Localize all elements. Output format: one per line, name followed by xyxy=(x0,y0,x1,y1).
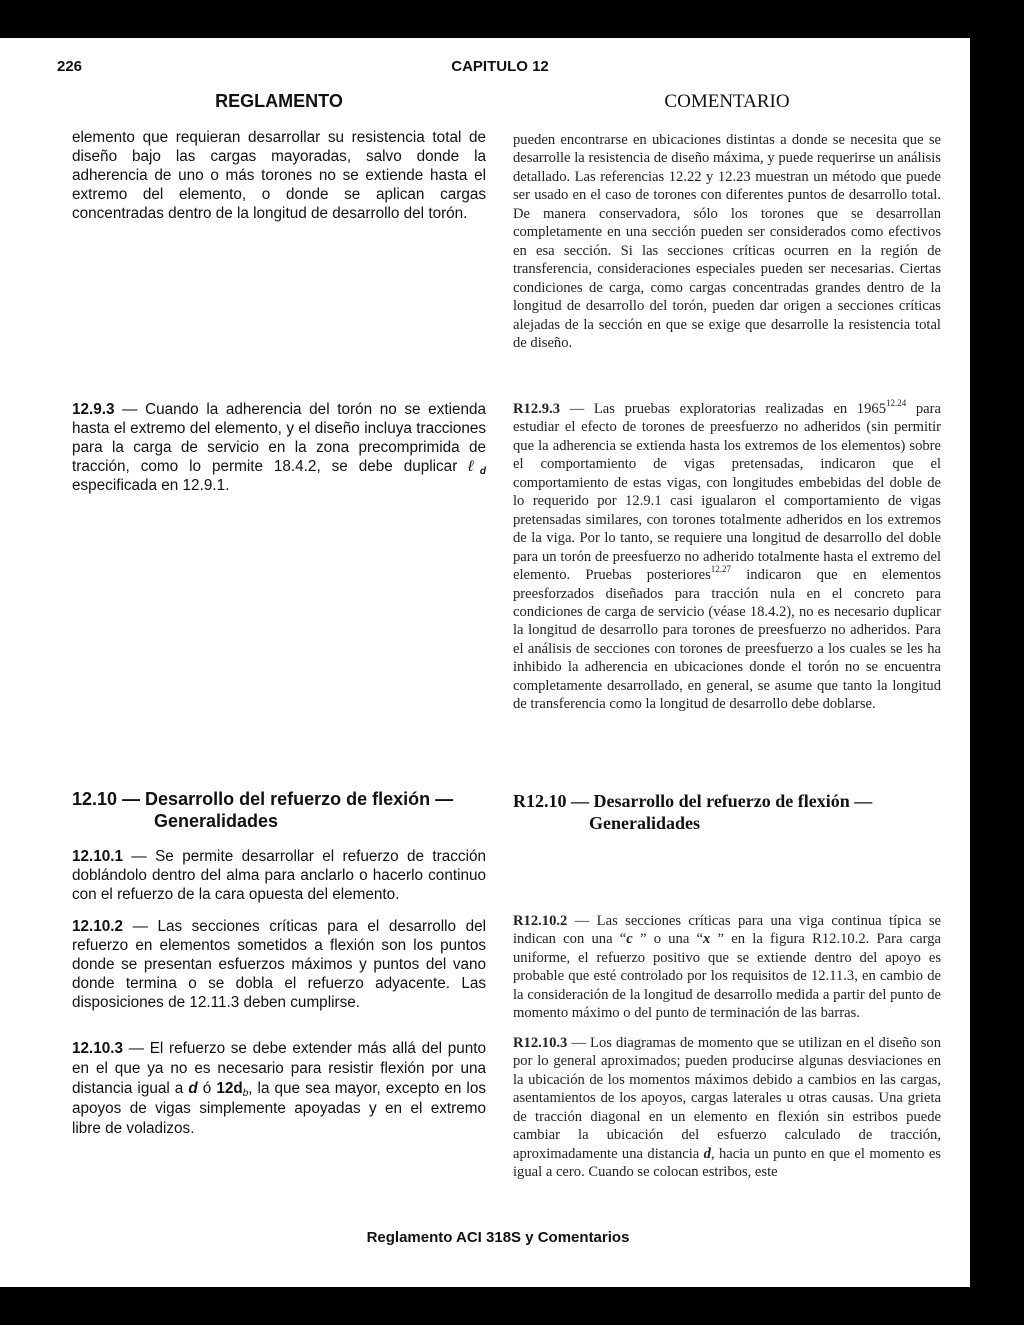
section-text: indicaron que en elementos preesforzados diseñados para tracción nula en el concreto para condiciones de carga de servicio (véase 18.4.2), no es necesario duplicar la longitud de desarrollo para torones de preesfuerzo no adheridos. Para el análisis de secciones con torones de preesfuerzo a los cuales se les ha inhibido la adherencia en ubicaciones donde el torón no se encuentra completamente desarrollado, en general, se asume que tanto la longitud de transferencia como la longitud de desarrollo debe doblarse. xyxy=(513,567,942,713)
section-text: — Las secciones críticas para una viga continua típica se indican con una “ xyxy=(513,913,941,948)
section-number: 12.10.1 xyxy=(72,848,124,865)
section-12-9-3 xyxy=(72,400,486,495)
section-text-tail: especificada en 12.9.1. xyxy=(72,477,230,494)
symbol-subscript: d xyxy=(479,466,486,477)
symbol-ld: ℓ xyxy=(468,458,480,475)
section-12-10-3 xyxy=(72,1039,486,1139)
section-text: ” en la figura R12.10.2. Para carga uniforme, el refuerzo positivo que se extiende dentro del apoyo es probable que esté controlado por los requisitos de 12.11.3, en cambio de la consideración de la longitud de desarrollo medida a partir del punto de momento máximo o del punto de terminación de las barras. xyxy=(513,931,942,1022)
section-number: 12.10.2 xyxy=(72,918,124,935)
section-text: — Se permite desarrollar el refuerzo de tracción doblándolo dentro del alma para anclarlo o hacerlo continuo con el refuerzo de la cara opuesta del elemento. xyxy=(72,848,486,903)
section-text: ó xyxy=(197,1080,217,1097)
section-text: — Cuando la adherencia del torón no se extienda hasta el extremo del elemento, y el diseño incluya tracciones para la carga de servicio en la zona precomprimida de tracción, como lo permite 18.4.2, se debe duplicar xyxy=(72,401,486,475)
commentary-R12-9-3 xyxy=(513,400,941,714)
section-number: R12.10.2 xyxy=(513,913,568,929)
section-text: — Las secciones críticas para el desarrollo del refuerzo en elementos sometidos a flexión son los puntos donde se presentan esfuerzos máximos y puntos del vano donde termina o se dobla el refuerzo adyacente. Las disposiciones de 12.11.3 deben cumplirse. xyxy=(72,918,486,1011)
section-text: — El refuerzo se debe extender más allá del punto en el que ya no es necesario para resistir flexión por una distancia igual a xyxy=(72,1040,486,1097)
symbol-d: d xyxy=(703,1145,711,1162)
commentary-R12-10-3 xyxy=(513,1034,941,1182)
column-title-comentario: COMENTARIO xyxy=(664,91,790,112)
heading-line: Generalidades xyxy=(154,811,279,831)
section-number: 12.10.3 xyxy=(72,1040,124,1057)
heading-line: R12.10 — Desarrollo del refuerzo de flexión — xyxy=(513,791,873,811)
section-number: R12.10.3 xyxy=(513,1035,568,1051)
section-12-10-1 xyxy=(72,847,486,904)
section-text: para estudiar el efecto de torones de preesfuerzo no adheridos (sin permitir que la adherencia se extienda hasta los extremos de los elementos) sobre el comportamiento de vigas pretensadas, indicaron que el comportamiento de estas vigas, con longitudes embebidas del doble de lo requerido por 12.9.1 casi igualaron el comportamiento de vigas pretensadas similares, con torones totalmente adheridos en los extremos de la viga. Por lo tanto, se requiere una longitud de desarrollo del doble para un torón de preesfuerzo no adherido totalmente hasta el extremo del elemento. Pruebas posteriores xyxy=(513,401,941,584)
heading-12-10 xyxy=(72,788,486,832)
heading-line: Generalidades xyxy=(589,813,700,833)
heading-line: 12.10 — Desarrollo del refuerzo de flexión — xyxy=(72,789,454,809)
page-number: 226 xyxy=(57,58,83,75)
section-text: ” o una “ xyxy=(632,931,704,948)
symbol-d: d xyxy=(188,1080,198,1097)
section-number: R12.9.3 xyxy=(513,401,561,417)
reglamento-paragraph: elemento que requieran desarrollar su resistencia total de diseño bajo las cargas mayoradas, salvo donde la adherencia de uno o más torones no se extiende hasta el extremo del elemento, o donde se aplican cargas concentradas dentro de la longitud de desarrollo del torón. xyxy=(72,129,486,222)
column-title-reglamento: REGLAMENTO xyxy=(215,91,343,111)
section-12-10-2 xyxy=(72,917,486,1012)
section-text: — Las pruebas exploratorias realizadas en 1965 xyxy=(560,401,886,417)
symbol-x: x xyxy=(703,931,711,948)
symbol-12db: 12d xyxy=(216,1080,243,1097)
document-page xyxy=(0,38,970,1287)
section-text: , hacia un punto en que el momento es igual a cero. Cuando se colocan estribos, este xyxy=(513,1145,941,1181)
section-number: 12.9.3 xyxy=(72,401,115,418)
commentary-R12-10-2 xyxy=(513,912,941,1023)
comentario-paragraph: pueden encontrarse en ubicaciones distintas a donde se necesita que se desarrolle la resistencia de diseño máxima, y puede requerirse un análisis detallado. Las referencias 12.22 y 12.23 muestran un método que puede ser usado en el caso de torones con diferentes puntos de desarrollo total. De manera conservadora, sólo los torones que se desarrollan completamente en una sección pueden ser considerados como efectivos en esa sección. Si las secciones críticas ocurren en la región de transferencia, consideraciones especiales pueden ser necesarias. Ciertas condiciones de carga, como cargas concentradas grandes dentro de la longitud de desarrollo del torón, pueden dar origen a secciones críticas alejadas de la sección en que se exige que desarrolle la resistencia total de diseño. xyxy=(513,132,941,351)
heading-R12-10 xyxy=(513,790,941,834)
reference-superscript: 12.24 xyxy=(886,398,907,408)
section-text-tail: , la que sea mayor, excepto en los apoyos de vigas simplemente apoyadas y en el extremo libre de voladizos. xyxy=(72,1080,486,1137)
reference-superscript: 12.27 xyxy=(710,564,732,575)
symbol-c: c xyxy=(626,931,633,948)
symbol-subscript: b xyxy=(242,1088,249,1099)
chapter-title: CAPITULO 12 xyxy=(451,58,549,75)
section-text: — Los diagramas de momento que se utilizan en el diseño son por lo general aproximados; pueden producirse algunas desviaciones en la ubicación de los momentos máximos debido a cambios en las cargas, asentamientos de los apoyos, cargas laterales u otras causas. Una grieta de tracción diagonal en un elemento en flexión sin estribos puede cambiar la ubicación del esfuerzo calculado de tracción, aproximadamente una distancia xyxy=(513,1035,941,1162)
page-footer: Reglamento ACI 318S y Comentarios xyxy=(366,1229,630,1246)
